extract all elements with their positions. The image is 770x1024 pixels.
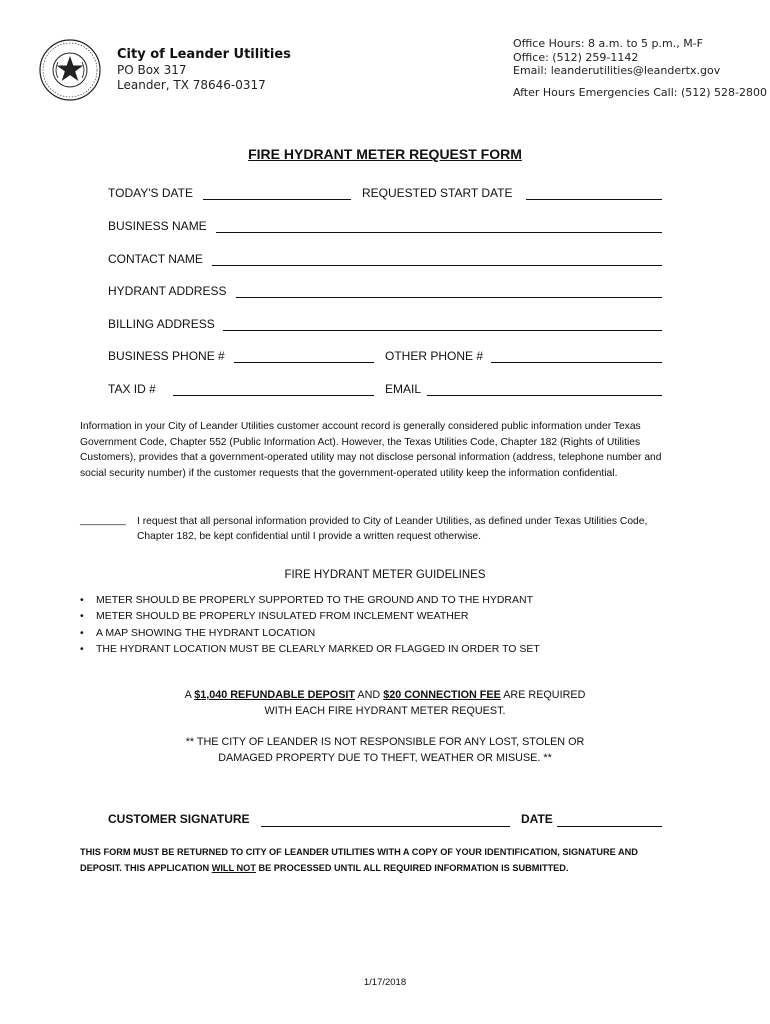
signature-date-label: DATE [521,812,553,826]
connection-fee: $20 CONNECTION FEE [383,689,501,701]
business-phone-label: BUSINESS PHONE # [108,349,225,363]
submission-instructions: THIS FORM MUST BE RETURNED TO CITY OF LEANDER UTILITIES WITH A COPY OF YOUR IDENTIFICATION, SIGNATURE AND DEPOSIT. THIS APPLICATION WILL NOT BE PROCESSED UNTIL ALL REQUIRED INFORMATION IS SUBMITTED. [80,847,638,873]
bullet-icon: • [80,610,84,623]
public-information-notice: Information in your City of Leander Utilities customer account record is generally considered public information under Texas Government Code, Chapter 552 (Public Information Act). However, the Texas Utilities Code, Chapter 182 (Rights of Utilities Customers), provides that a government-operated utility may not disclose personal information (address, telephone number and social security number) if the customer requests that the government-operated utility keep the information confidential. [80,421,662,479]
billing-address-field[interactable] [223,330,662,331]
form-revision-date: 1/17/2018 [363,977,407,988]
hydrant-address-field[interactable] [236,297,662,298]
email-field[interactable] [427,395,662,396]
deposit-amount: $1,040 REFUNDABLE DEPOSIT [194,689,355,701]
confidential-initial-field[interactable]: ________ [80,515,126,526]
org-address-line1: PO Box 317 [117,63,187,77]
business-phone-field[interactable] [234,362,374,363]
business-name-field[interactable] [216,232,662,233]
guideline-item: • A MAP SHOWING THE HYDRANT LOCATION [80,625,540,641]
office-email: Email: leanderutilities@leandertx.gov [513,64,721,77]
contact-name-field[interactable] [212,265,662,266]
guideline-item: • THE HYDRANT LOCATION MUST BE CLEARLY MARKED OR FLAGGED IN ORDER TO SET [80,641,540,657]
guidelines-title: FIRE HYDRANT METER GUIDELINES [284,569,486,581]
form-title: FIRE HYDRANT METER REQUEST FORM [248,146,522,162]
office-hours: Office Hours: 8 a.m. to 5 p.m., M-F [513,37,703,50]
hydrant-address-label: HYDRANT ADDRESS [108,284,227,298]
customer-signature-label: CUSTOMER SIGNATURE [108,812,250,826]
city-seal-logo [38,38,102,102]
contact-name-label: CONTACT NAME [108,252,203,266]
guidelines-list [80,592,540,658]
org-name: City of Leander Utilities [117,47,291,62]
email-label: EMAIL [385,382,422,396]
deposit-requirement: A $1,040 REFUNDABLE DEPOSIT AND $20 CONNECTION FEE ARE REQUIRED WITH EACH FIRE HYDRANT METER REQUEST. [184,689,586,717]
requested-start-date-field[interactable] [526,199,662,200]
signature-date-field[interactable] [557,826,662,827]
tax-id-label: TAX ID # [108,382,156,396]
guideline-item: • METER SHOULD BE PROPERLY INSULATED FROM INCLEMENT WEATHER [80,608,540,624]
tax-id-field[interactable] [173,395,374,396]
liability-disclaimer: ** THE CITY OF LEANDER IS NOT RESPONSIBLE FOR ANY LOST, STOLEN OR DAMAGED PROPERTY DUE TO THEFT, WEATHER OR MISUSE. ** [185,736,585,764]
bullet-icon: • [80,594,84,606]
guideline-item: • METER SHOULD BE PROPERLY SUPPORTED TO THE GROUND AND TO THE HYDRANT [80,592,540,608]
other-phone-field[interactable] [491,362,662,363]
billing-address-label: BILLING ADDRESS [108,317,215,331]
office-phone: Office: (512) 259-1142 [513,51,639,64]
org-address-line2: Leander, TX 78646-0317 [117,78,266,92]
requested-start-date-label: REQUESTED START DATE [362,186,513,200]
confidential-request-text: I request that all personal information provided to City of Leander Utilities, as defined under Texas Utilities Code, Chapter 182, be kept confidential until I provide a written request otherwise. [137,516,648,542]
bullet-icon: • [80,643,84,656]
bullet-icon: • [80,626,84,639]
after-hours-phone: After Hours Emergencies Call: (512) 528-2800 [513,86,767,99]
customer-signature-field[interactable] [261,826,510,827]
business-name-label: BUSINESS NAME [108,219,207,233]
todays-date-label: TODAY'S DATE [108,186,193,200]
todays-date-field[interactable] [203,199,351,200]
other-phone-label: OTHER PHONE # [385,349,484,363]
